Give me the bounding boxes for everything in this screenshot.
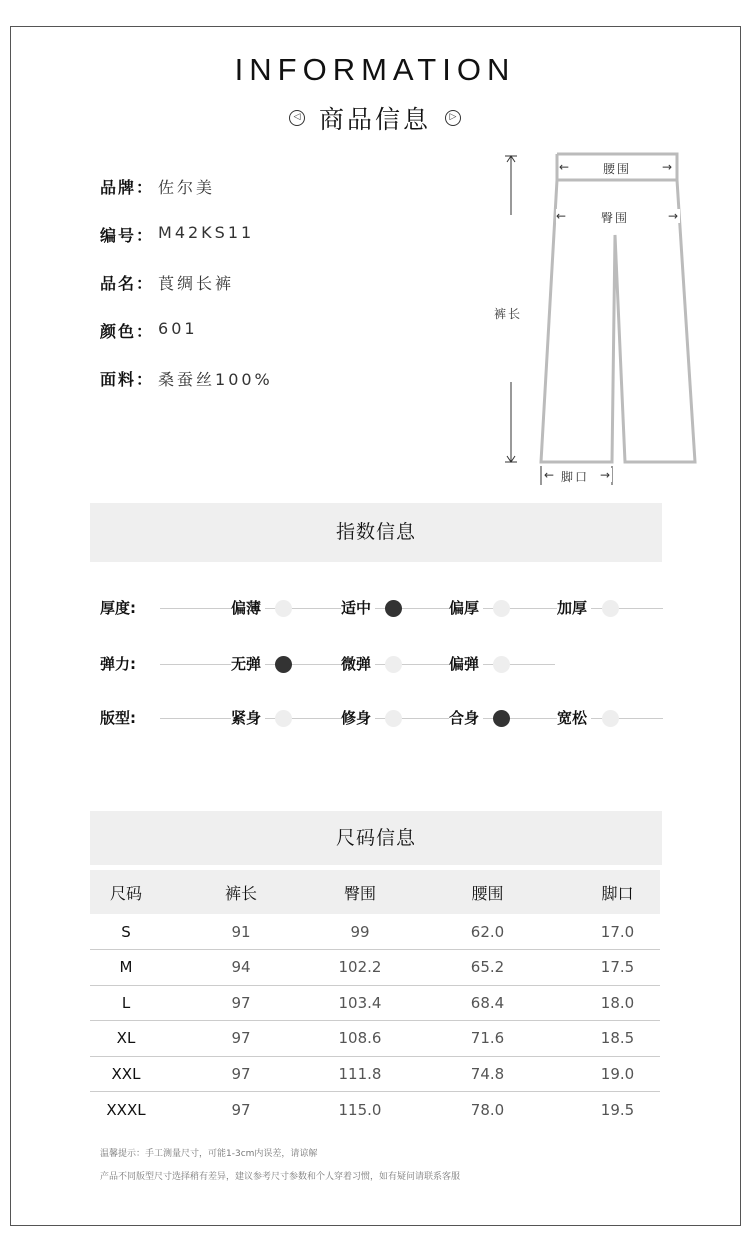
- measurement-note: 温馨提示：手工测量尺寸，可能1-3cm内误差，请谅解: [100, 1149, 318, 1159]
- cell-hem: 17.5: [575, 950, 660, 986]
- option-dot: [493, 656, 510, 673]
- thickness-row: [100, 597, 670, 621]
- product-info-list: [100, 175, 273, 415]
- waist-arrow-right-icon: →: [662, 160, 675, 174]
- table-row: [90, 950, 660, 986]
- cell-waist: 62.0: [400, 914, 575, 950]
- table-row: [90, 985, 660, 1021]
- cell-waist: 65.2: [400, 950, 575, 986]
- header-waist: 腰围: [400, 870, 575, 914]
- option-label: 适中: [341, 597, 375, 618]
- info-row-brand: [100, 175, 273, 223]
- cell-hip: 111.8: [320, 1056, 400, 1092]
- option-dot: [275, 600, 292, 617]
- row-label: 厚度:: [100, 599, 136, 617]
- option-label: 修身: [341, 707, 375, 728]
- row-label: 弹力:: [100, 655, 136, 673]
- cell-size: L: [90, 985, 162, 1021]
- info-key: 面料：: [100, 370, 155, 389]
- cell-length: 94: [162, 950, 320, 986]
- option-dot: [385, 710, 402, 727]
- option-label: 紧身: [231, 707, 265, 728]
- trousers-diagram: [490, 150, 705, 490]
- cell-waist: 74.8: [400, 1056, 575, 1092]
- hem-label: 脚口: [561, 470, 590, 484]
- title-chinese: 商品信息: [318, 105, 431, 134]
- fit-note: 产品不同版型尺寸选择稍有差异，建议参考尺寸参数和个人穿着习惯，如有疑问请联系客服: [100, 1172, 461, 1182]
- cell-hem: 18.0: [575, 985, 660, 1021]
- cell-waist: 68.4: [400, 985, 575, 1021]
- right-arrow-circle-icon: ▷: [445, 110, 461, 126]
- cell-length: 97: [162, 1021, 320, 1057]
- option-dot-selected: [275, 656, 292, 673]
- waist-label: 腰围: [603, 162, 632, 176]
- waist-arrow-left-icon: ←: [559, 160, 572, 174]
- cell-hip: 99: [320, 914, 400, 950]
- cell-hip: 108.6: [320, 1021, 400, 1057]
- option-dot: [602, 600, 619, 617]
- option-label: 微弹: [341, 653, 375, 674]
- size-section-title: 尺码信息: [90, 811, 662, 865]
- info-row-name: [100, 271, 273, 319]
- fit-row: [100, 707, 670, 731]
- info-value: M42KS11: [158, 223, 255, 242]
- cell-hip: 103.4: [320, 985, 400, 1021]
- left-arrow-circle-icon: ◁: [289, 110, 305, 126]
- info-value: 601: [158, 319, 198, 338]
- option-label: 偏薄: [231, 597, 265, 618]
- header-length: 裤长: [162, 870, 320, 914]
- cell-waist: 78.0: [470, 1100, 505, 1119]
- table-row: [90, 914, 660, 950]
- option-dot: [602, 710, 619, 727]
- size-table-header: [90, 870, 660, 914]
- hip-arrow-right-icon: →: [668, 209, 681, 223]
- option-label: 宽松: [557, 707, 591, 728]
- cell-size: XL: [90, 1021, 162, 1057]
- hem-arrow-left-icon: ←: [544, 468, 557, 482]
- option-label: 偏弹: [449, 653, 483, 674]
- cell-length: 97: [162, 985, 320, 1021]
- table-row: [90, 1056, 660, 1092]
- cell-hem: 19.5: [600, 1100, 635, 1119]
- cell-length: 97: [231, 1100, 251, 1119]
- cell-waist: 71.6: [400, 1021, 575, 1057]
- info-key: 颜色：: [100, 322, 155, 341]
- option-label: 无弹: [231, 653, 265, 674]
- option-label: 加厚: [557, 597, 591, 618]
- cell-size: XXL: [90, 1056, 162, 1092]
- cell-size: XXXL: [106, 1100, 146, 1119]
- cell-hem: 19.0: [575, 1056, 660, 1092]
- info-key: 品牌：: [100, 178, 155, 197]
- option-dot: [275, 710, 292, 727]
- info-key: 编号：: [100, 226, 155, 245]
- info-key: 品名：: [100, 274, 155, 293]
- hip-label: 臀围: [601, 211, 630, 225]
- option-label: 合身: [449, 707, 483, 728]
- hip-arrow-left-icon: ←: [556, 209, 569, 223]
- cell-hem: 17.0: [575, 914, 660, 950]
- info-value: 桑蚕丝100%: [158, 370, 273, 389]
- option-dot: [493, 600, 510, 617]
- cell-hip: 115.0: [338, 1100, 382, 1119]
- cell-hem: 18.5: [575, 1021, 660, 1057]
- info-row-code: [100, 223, 273, 271]
- option-dot: [385, 656, 402, 673]
- table-row: [90, 1021, 660, 1057]
- table-row: [90, 1092, 660, 1128]
- info-value: 莨绸长裤: [158, 274, 235, 293]
- row-label: 版型:: [100, 709, 136, 727]
- cell-size: S: [90, 914, 162, 950]
- info-row-fabric: [100, 367, 273, 415]
- header-hem: 脚口: [575, 870, 660, 914]
- hem-arrow-right-icon: →: [600, 468, 613, 482]
- option-label: 偏厚: [449, 597, 483, 618]
- cell-length: 97: [162, 1056, 320, 1092]
- trousers-outline-icon: [490, 150, 705, 490]
- length-label: 裤长: [494, 307, 523, 321]
- cell-length: 91: [162, 914, 320, 950]
- header-size: 尺码: [90, 870, 162, 914]
- option-dot-selected: [493, 710, 510, 727]
- elasticity-row: [100, 653, 670, 677]
- cell-hip: 102.2: [320, 950, 400, 986]
- cell-size: M: [90, 950, 162, 986]
- option-dot-selected: [385, 600, 402, 617]
- header-hip: 臀围: [320, 870, 400, 914]
- info-value: 佐尔美: [158, 178, 216, 197]
- info-row-color: [100, 319, 273, 367]
- title-chinese-row: [0, 100, 750, 136]
- size-table: [90, 870, 660, 1127]
- title-english: INFORMATION: [234, 52, 516, 87]
- index-section-title: 指数信息: [90, 503, 662, 562]
